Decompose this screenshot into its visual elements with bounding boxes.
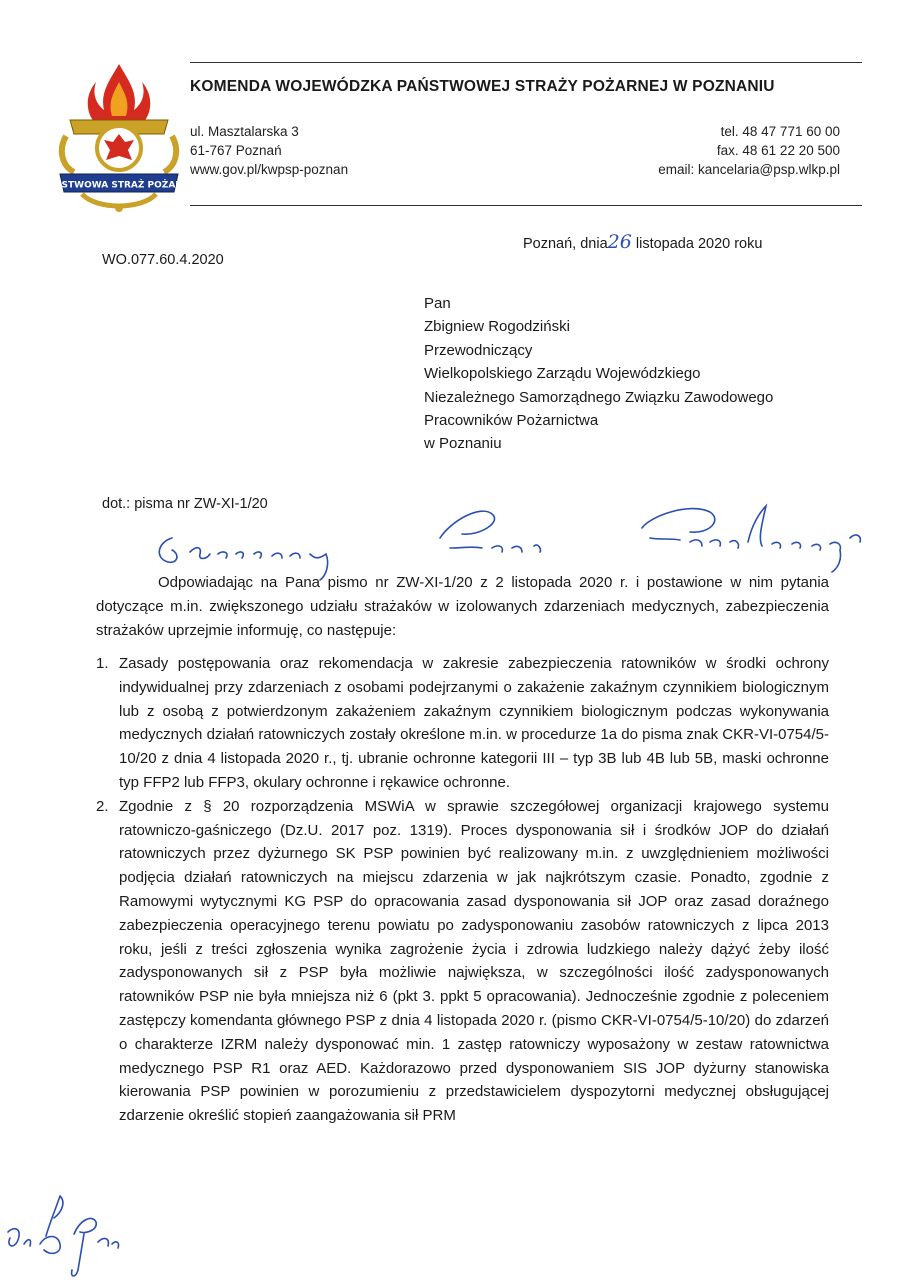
recipient-line: Przewodniczący [424,341,533,359]
list-item-number: 1. [96,655,109,672]
psp-emblem-logo [41,62,197,214]
points-list [96,652,829,1128]
list-item-text: Zgodnie z § 20 rozporządzenia MSWiA w sprawie szczegółowej organizacji krajowego systemu ratowniczo-gaśniczego (Dz.U. 2017 poz. 1319). Proces dysponowania sił i środków JOP do działań ratowniczych przez dyżurnego SK PSP powinien być realizowany m.in. z uwzględnieniem możliwości podjęcia działań ratowniczych na miejscu zdarzenia w jak najkrótszym czasie. Ponadto, zgodnie z Ramowymi wytycznymi KG PSP do opracowania zasad dysponowania sił JOP oraz zasad doraźnego zabezpieczenia operacyjnego terenu powiatu po zadysponowaniu zasobów ratowniczych z lipca 2013 roku, jeśli z treści zgłoszenia wynika zagrożenie życia i zdrowia ludzkiego należy dążyć żeby ilość zadysponowanych sił z PSP była możliwie największa, w szczególności ilość zadysponowanych ratowników PSP nie była mniejsza niż 6 (pkt 3. ppkt 5 opracowania). Jednocześnie zgodnie z poleceniem zastępczy komendanta głównego PSP z dnia 4 listopada 2020 r. (pismo CKR-VI-0754/5-10/20) do zdarzeń o charakterze IZRM należy dysponować min. 1 zastęp ratowniczy wyposażony w zestaw ratownictwa medycznego PSP R1 oraz AED. Każdorazowo przed dysponowaniem SIS JOP dyżurny stanowiska kierowania PSP powinien w porozumieniu z przedstawicielem dyspozytorni medycznej obsługującej zdarzenie określić stopień zaangażowania sił PRM [119,797,829,1125]
address-block [190,122,348,179]
reference-number: WO.077.60.4.2020 [102,252,224,268]
date-day-handwritten: 26 [607,231,632,253]
recipient-line: Pracowników Pożarnictwa [424,412,599,430]
list-item-number: 2. [96,797,109,815]
date-suffix: listopada 2020 roku [635,236,763,252]
intro-paragraph: Odpowiadając na Pana pismo nr ZW-XI-1/20 z 2 listopada 2020 r. i postawione w nim pytania dotyczące m.in. zwiększonego udziału strażaków w izolowanych zdarzeniach medycznych, zabezpieczenia strażaków uprzejmie informuję, co następuje: [96,574,829,639]
contact-phone: tel. 48 47 771 60 00 [720,124,840,139]
recipient-line: Zbigniew Rogodziński [424,318,570,336]
list-item [96,652,829,795]
address-street: ul. Masztalarska 3 [190,124,299,139]
contact-fax: fax. 48 61 22 20 500 [716,143,840,158]
flame-icon [88,64,151,124]
subject-line: dot.: pisma nr ZW-XI-1/20 [102,496,268,512]
contact-email: email: kancelaria@psp.wlkp.pl [658,162,840,177]
laurel-icon [82,194,156,212]
contact-block [658,122,840,179]
handwritten-initials [0,1188,130,1286]
recipient-line: Pan [424,295,451,312]
list-item-text: Zasady postępowania oraz rekomendacja w zakresie zabezpieczenia ratowników w środki ochrony indywidualnej przy zdarzeniach z osobami podejrzanymi o zakażenie zakaźnym czynnikiem biologicznym lub z osobą z potwierdzonym zakażeniem zakaźnym czynnikiem biologicznym podczas wykonywania medycznych działań ratowniczych zostały określone m.in. w procedurze 1a do pisma znak CKR-VI-0754/5-10/20 z dnia 4 listopada 2020 r., tj. ubranie ochronne kategorii III – typ 3B lub 4B lub 5B, maski ochronne typ FFP2 lub FFP3, okulary ochronne i rękawice ochronne. [119,655,829,791]
address-city: 61-767 Poznań [190,143,282,158]
address-website: www.gov.pl/kwpsp-poznan [190,162,349,177]
recipient-block [424,292,773,456]
header-rule-top [190,62,862,63]
recipient-line: Niezależnego Samorządnego Związku Zawodowego [424,388,774,406]
date-prefix: Poznań, dnia [523,236,608,252]
recipient-line: w Poznaniu [424,435,502,453]
recipient-line: Wielkopolskiego Zarządu Wojewódzkiego [424,365,701,383]
date-line [523,231,762,253]
list-item [96,795,829,1128]
logo-text: PAŃSTWOWA STRAŻ POŻARNA [41,180,197,191]
organization-title: KOMENDA WOJEWÓDZKA PAŃSTWOWEJ STRAŻY POŻARNEJ W POZNANIU [190,78,775,95]
header-rule-bottom [190,205,862,206]
